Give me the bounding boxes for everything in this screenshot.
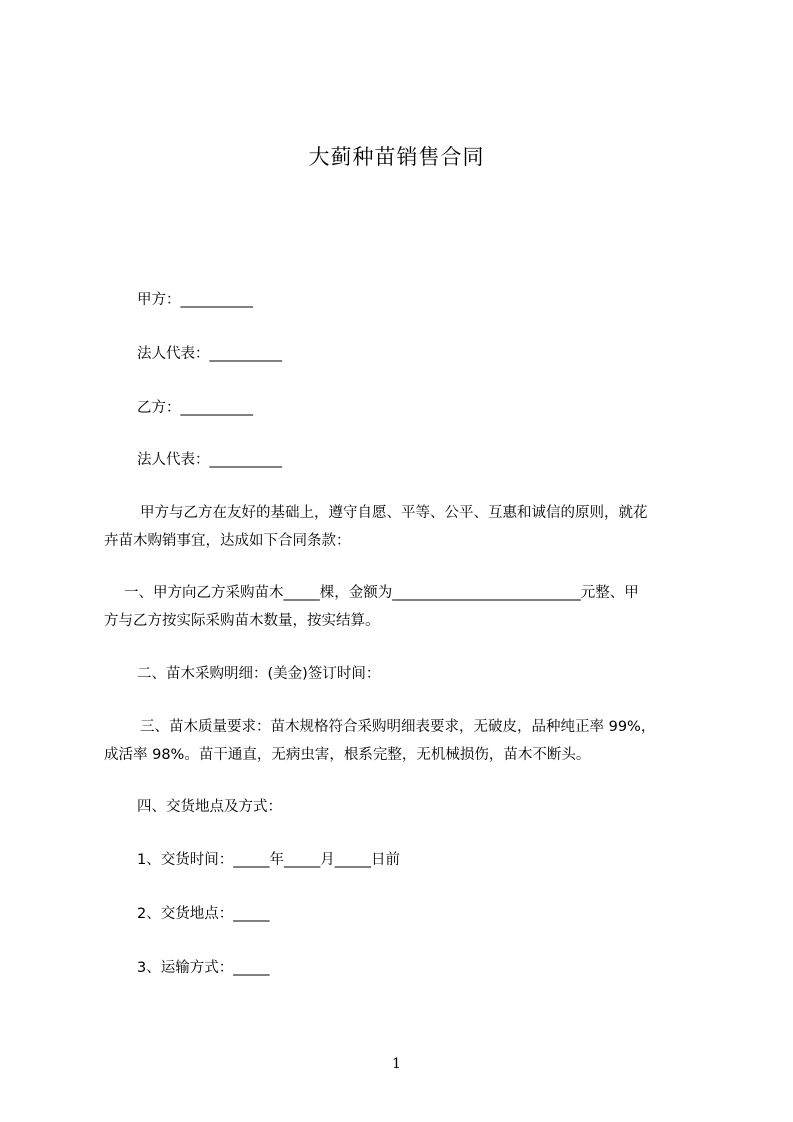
transport-method-line: 3、运输方式：_____: [137, 960, 270, 976]
party-b-line: 乙方：__________: [137, 400, 253, 416]
clause-1-line-2: 方与乙方按实际采购苗木数量，按实结算。: [104, 613, 380, 629]
clause-4: 四、交货地点及方式：: [137, 799, 282, 815]
delivery-place-line: 2、交货地点：_____: [137, 906, 270, 922]
party-b-representative-line: 法人代表：__________: [137, 452, 282, 468]
page-number: 1: [392, 1056, 401, 1072]
party-a-line: 甲方：__________: [137, 292, 253, 308]
clause-3-line-1: 三、苗木质量要求：苗木规格符合采购明细表要求，无破皮，品种纯正率 99%，: [140, 719, 656, 735]
delivery-time-line: 1、交货时间：_____年_____月_____日前: [137, 852, 400, 868]
intro-paragraph-line-2: 卉苗木购销事宜，达成如下合同条款：: [104, 533, 351, 549]
clause-2: 二、苗木采购明细：(美金)签订时间：: [137, 666, 381, 682]
intro-paragraph-line-1: 甲方与乙方在友好的基础上，遵守自愿、平等、公平、互惠和诚信的原则，就花: [140, 505, 648, 521]
clause-1-line-1: 一、甲方向乙方采购苗木_____棵，金额为__________________________元整、甲: [124, 585, 639, 601]
party-a-representative-line: 法人代表：__________: [137, 346, 282, 362]
clause-3-line-2: 成活率 98%。苗干通直，无病虫害，根系完整，无机械损伤，苗木不断头。: [104, 747, 591, 763]
document-title: 大蓟种苗销售合同: [308, 145, 485, 169]
